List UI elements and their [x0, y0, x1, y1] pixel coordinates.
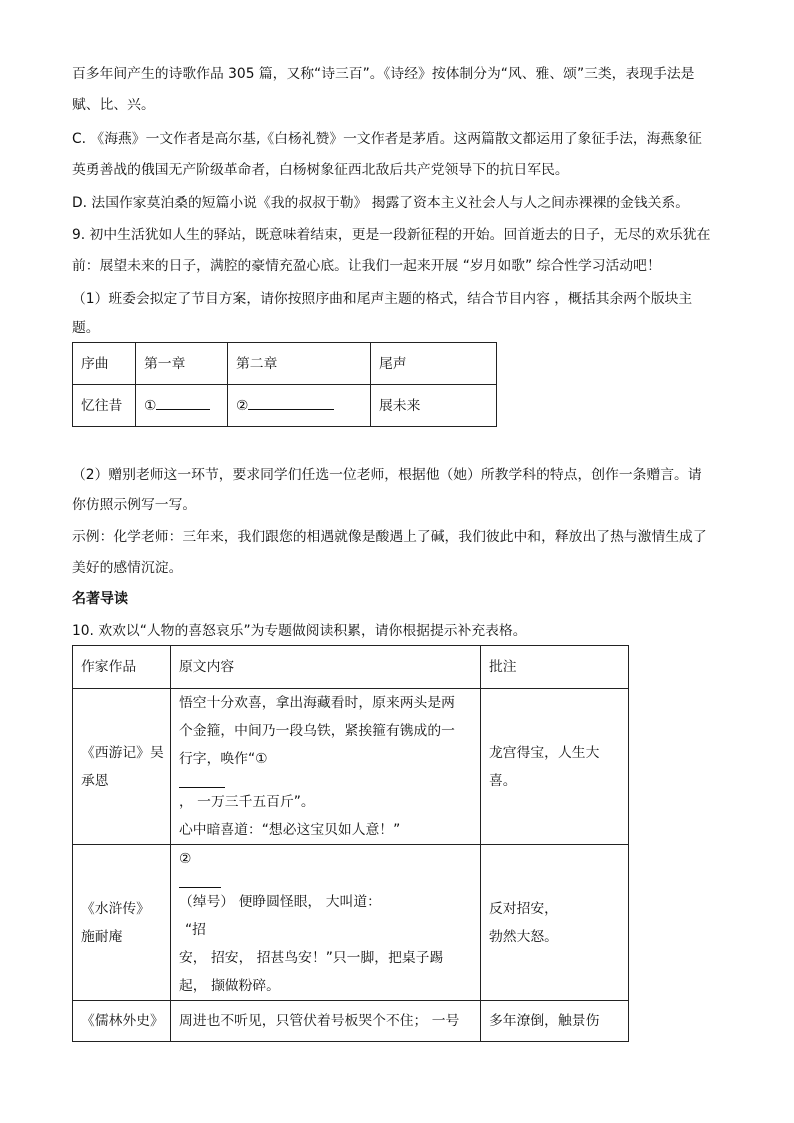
content-line: 周进也不听见，只管伏着号板哭个不住； 一号 [179, 1013, 460, 1029]
program-header-chapter-2: 第二章 [228, 343, 371, 385]
question-9-1-line2: 题。 [72, 320, 100, 336]
reading-row-shuihuzhuan [73, 845, 629, 1001]
program-header-chapter-1: 第一章 [136, 343, 228, 385]
reading-cell-content [171, 689, 481, 845]
paragraph-shijing-line2: 赋、比、兴。 [72, 97, 155, 113]
option-c-line1: C. 《海燕》一文作者是高尔基,《白杨礼赞》一文作者是茅盾。这两篇散文都运用了象征手法，海燕象征 [72, 131, 702, 147]
question-10-line: 10. 欢欢以“人物的喜怒哀乐”为专题做阅读积累，请你根据提示补充表格。 [72, 623, 527, 639]
content-line [179, 845, 472, 916]
option-d-line: D. 法国作家莫泊桑的短篇小说《我的叔叔于勒》 揭露了资本主义社会人与人之间赤裸裸的金钱关系。 [72, 195, 690, 211]
note-line: 反对招安， [489, 900, 558, 917]
reading-cell-work [73, 845, 171, 1001]
blank-2-number: ② [236, 397, 249, 414]
content-line: 安， 招安， 招甚鸟安！”只一脚，把桌子踢 [179, 950, 444, 966]
content-fragment: （绰号） 便睁圆怪眼， 大叫道： [179, 894, 381, 910]
question-9-2-line2: 你仿照示例写一写。 [72, 497, 197, 513]
note-line: 喜。 [489, 772, 517, 789]
note-line: 龙宫得宝，人生大 [489, 744, 600, 761]
program-cell-prelude: 忆往昔 [73, 385, 136, 427]
program-cell-chapter-1[interactable] [136, 385, 228, 427]
reading-cell-note [481, 1001, 629, 1042]
reading-cell-note [481, 689, 629, 845]
question-9-1-line1: （1）班委会拟定了节目方案，请你按照序曲和尾声主题的格式，结合节目内容 ，概括其余两个版块主 [72, 291, 693, 307]
reading-header-content: 原文内容 [171, 646, 481, 689]
work-line: 《儒林外史》 [81, 1013, 164, 1029]
example-line2: 美好的感情沉淀。 [72, 560, 183, 576]
reading-header-work: 作家作品 [73, 646, 171, 689]
reading-table [72, 645, 629, 1042]
content-fragment: 行字，唤作“① [179, 751, 268, 767]
question-9-2-line1: （2）赠别老师这一环节，要求同学们任选一位老师，根据他（她）所教学科的特点，创作一条赠言。请 [72, 467, 702, 483]
reading-cell-work [73, 1001, 171, 1042]
work-line: 《水浒传》 [81, 900, 150, 917]
blank-1-number: ① [144, 397, 157, 414]
program-cell-chapter-2[interactable] [228, 385, 371, 427]
option-c-line2: 英勇善战的俄国无产阶级革命者，白杨树象征西北敌后共产党领导下的抗日军民。 [72, 162, 569, 178]
content-line: “招 [185, 922, 206, 938]
paragraph-shijing-line1: 百多年间产生的诗歌作品 305 篇，又称“诗三百”。《诗经》按体制分为“风、雅、颂”三类，表现手法是 [72, 66, 695, 82]
program-table-row [73, 385, 497, 427]
program-header-epilogue: 尾声 [371, 343, 497, 385]
reading-table-header-row [73, 646, 629, 689]
program-cell-epilogue: 展未来 [371, 385, 497, 427]
section-title-classics: 名著导读 [72, 591, 128, 607]
reading-header-note: 批注 [481, 646, 629, 689]
blank-1-line[interactable] [156, 395, 210, 410]
program-table-header-row [73, 343, 497, 385]
work-line: 承恩 [81, 772, 109, 789]
content-line: 悟空十分欢喜，拿出海藏看时，原来两头是两 [179, 695, 455, 711]
work-line: 施耐庵 [81, 928, 123, 945]
example-line1: 示例：化学老师：三年来，我们跟您的相遇就像是酸遇上了碱，我们彼此中和，释放出了热与激情生成了 [72, 529, 707, 545]
note-line: 多年潦倒，触景伤 [489, 1013, 600, 1029]
content-fragment: ， 一万三千五百斤”。 [179, 794, 315, 810]
content-line: 个金箍，中间乃一段乌铁，紧挨箍有镌成的一 [179, 723, 455, 739]
reading-cell-content [171, 1001, 481, 1042]
program-header-prelude: 序曲 [73, 343, 136, 385]
work-line: 《西游记》吴 [81, 744, 164, 761]
content-line: 心中暗喜道：“想必这宝贝如人意！” [179, 822, 401, 838]
reading-row-xiyouji [73, 689, 629, 845]
content-line [179, 745, 472, 816]
question-9-line1: 9. 初中生活犹如人生的驿站，既意味着结束，更是一段新征程的开始。回首逝去的日子，无尽的欢乐犹在 [72, 227, 711, 243]
blank-2-line[interactable] [248, 395, 334, 410]
blank-xiyouji-line[interactable] [179, 773, 225, 788]
reading-cell-note [481, 845, 629, 1001]
blank-shuihu-line[interactable] [179, 873, 221, 888]
reading-row-rulinwaishi [73, 1001, 629, 1042]
program-table [72, 342, 497, 427]
note-line: 勃然大怒。 [489, 928, 558, 945]
content-fragment: ② [179, 851, 192, 867]
content-line: 起， 撷做粉碎。 [179, 978, 280, 994]
question-9-line2: 前：展望未来的日子，满腔的豪情充盈心底。让我们一起来开展 “岁月如歌” 综合性学习活动吧！ [72, 258, 661, 274]
reading-cell-content [171, 845, 481, 1001]
reading-cell-work [73, 689, 171, 845]
